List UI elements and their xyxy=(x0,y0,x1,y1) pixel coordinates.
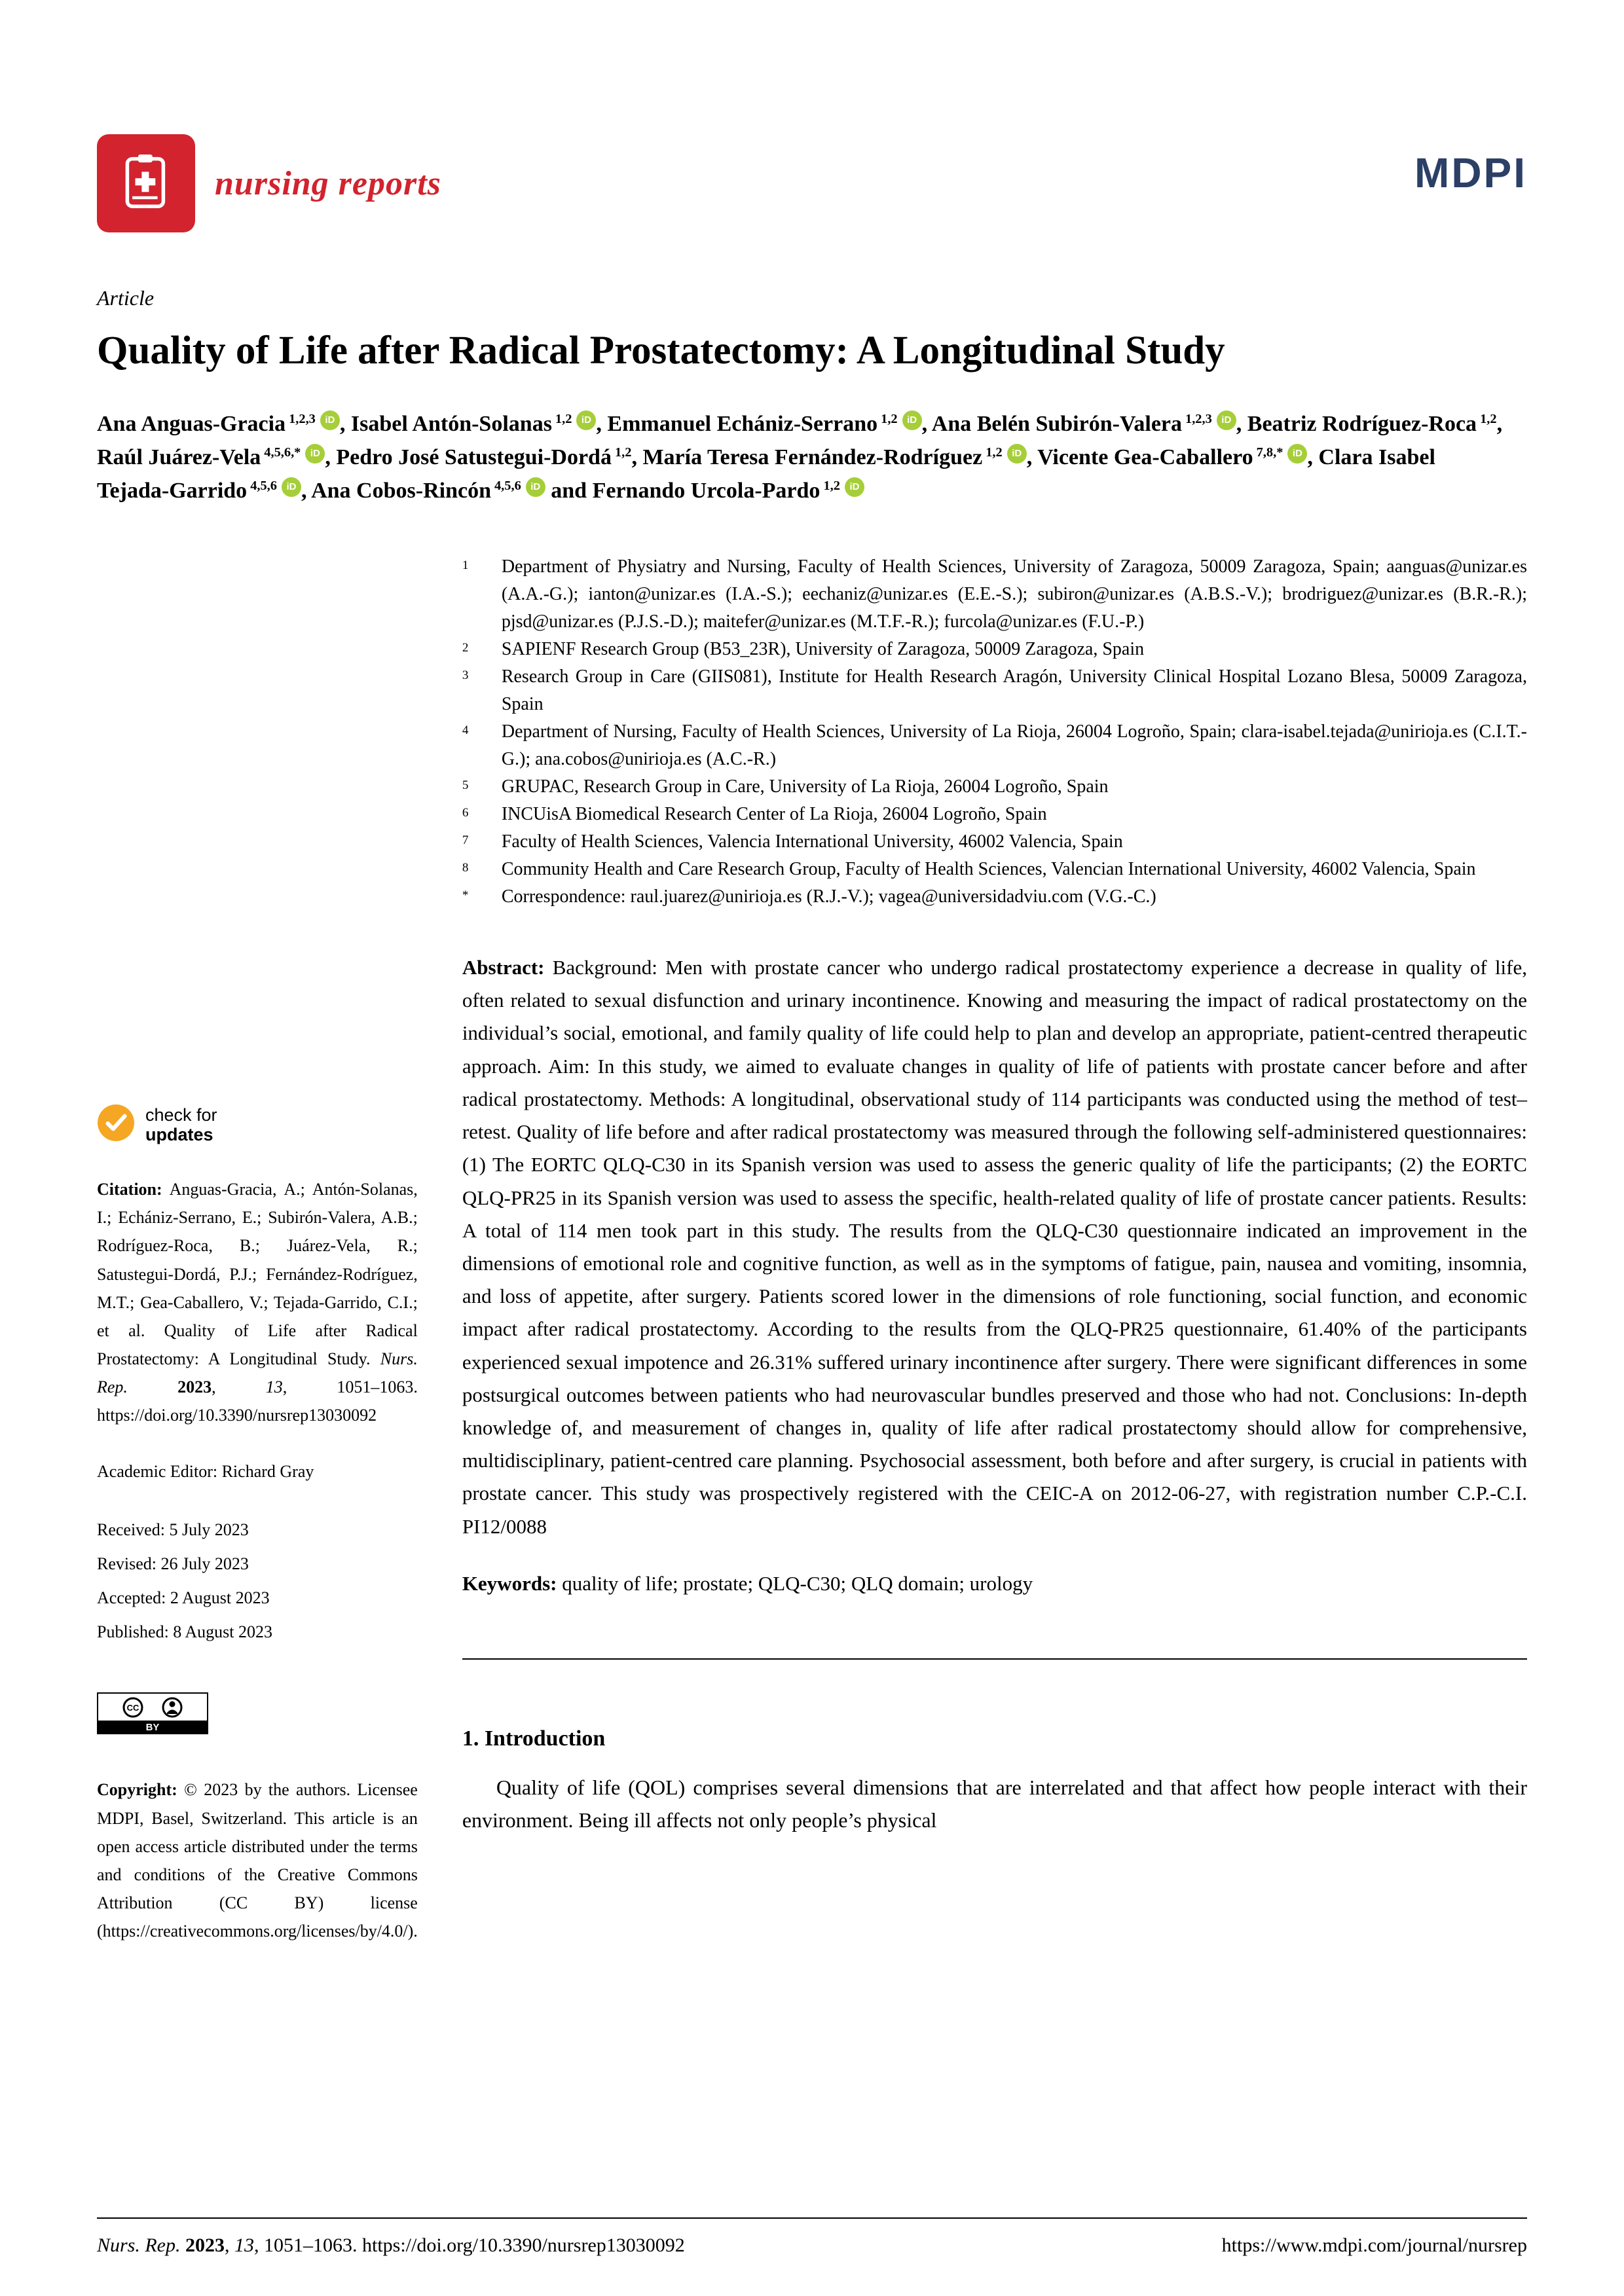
footer-year: 2023 xyxy=(185,2234,225,2256)
introduction-paragraph: Quality of life (QOL) comprises several dimensions that are interrelated and that affect how people interact with their environment. Being ill affects not only people’s physical xyxy=(462,1775,1527,1832)
citation-pages: , 1051–1063. xyxy=(282,1377,418,1397)
footer-journal-url[interactable]: https://www.mdpi.com/journal/nursrep xyxy=(1221,2234,1527,2256)
author-name[interactable]: Beatriz Rodríguez-Roca $^{1,2}$ xyxy=(1247,411,1497,436)
author-name[interactable]: Raúl Juárez-Vela $^{4,5,6,*}$ iD xyxy=(97,445,325,469)
citation-authors: Anguas-Gracia, A.; Antón-Solanas, I.; Echániz-Serrano, E.; Subirón-Valera, A.B.; Rodríguez-Roca, B.; Juárez-Vela, R.; Satustegui-Dordá, P.J.; Fernández-Rodríguez, M.T.; Gea-Caballero, V.; Tejada-Garrido, C.I.; et al. Quality of Life after Radical Prostatectomy: A Longitudinal Study. xyxy=(97,1180,418,1369)
orcid-id-icon[interactable]: iD xyxy=(320,410,340,430)
author-affiliation-sup: 1,2 xyxy=(614,445,632,460)
copyright-block xyxy=(97,1776,418,1945)
affiliation-text: SAPIENF Research Group (B53_23R), University of Zaragoza, 50009 Zaragoza, Spain xyxy=(501,638,1145,659)
check-for-updates-icon xyxy=(97,1104,135,1146)
affiliation-list xyxy=(462,553,1527,911)
author-affiliation-sup: 7,8,* xyxy=(1256,445,1283,460)
keywords-text: quality of life; prostate; QLQ-C30; QLQ domain; urology xyxy=(562,1571,1033,1595)
main-column xyxy=(462,553,1527,1945)
check-for-updates-line1: check for xyxy=(145,1104,217,1125)
orcid-id-icon[interactable]: iD xyxy=(1217,410,1236,430)
author-name[interactable]: Clara Isabel Tejada-Garrido $^{4,5,6}$ iD xyxy=(97,445,1435,503)
page-footer xyxy=(97,2217,1527,2257)
affiliation-marker: 5 xyxy=(462,778,469,792)
abstract-label: Abstract: xyxy=(462,955,545,979)
affiliation-marker: 3 xyxy=(462,668,469,682)
journal-brand[interactable] xyxy=(97,134,441,232)
orcid-id-icon[interactable]: iD xyxy=(1287,444,1307,464)
history-date: Published: 8 August 2023 xyxy=(97,1622,272,1642)
affiliation-text: Research Group in Care (GIIS081), Institute for Health Research Aragón, University Clinical Hospital Lozano Blesa, 50009 Zaragoza, Spain xyxy=(501,666,1527,714)
citation-label: Citation: xyxy=(97,1180,162,1199)
academic-editor: Academic Editor: Richard Gray xyxy=(97,1461,314,1481)
check-for-updates-badge[interactable] xyxy=(97,1104,217,1146)
orcid-id-icon[interactable]: iD xyxy=(1007,444,1027,464)
affiliation-text: Community Health and Care Research Group, Faculty of Health Sciences, Valencian International University, 46002 Valencia, Spain xyxy=(501,858,1476,879)
history-date: Revised: 26 July 2023 xyxy=(97,1554,249,1573)
affiliation-item xyxy=(462,553,1527,636)
content-row xyxy=(97,553,1527,1945)
nursing-reports-logo-icon xyxy=(97,134,195,232)
author-name[interactable]: Isabel Antón-Solanas $^{1,2}$ iD xyxy=(351,412,597,436)
affiliation-text: Department of Physiatry and Nursing, Faculty of Health Sciences, University of Zaragoza, 50009 Zaragoza, Spain; aanguas@unizar.es (A.A.-G.); ianton@unizar.es (I.A.-S.); eechaniz@unizar.es (E.E.-S.); subiron@unizar.es (A.B.S.-V.); brodriguez@unizar.es (B.R.-R.); pjsd@unizar.es (P.J.S.-D.); maitefer@unizar.es (M.T.F.-R.); furcola@unizar.es (F.U.-P.) xyxy=(501,556,1527,632)
svg-text:CC: CC xyxy=(126,1703,139,1713)
affiliation-marker: 1 xyxy=(462,558,469,572)
author-name[interactable]: Fernando Urcola-Pardo $^{1,2}$ iD xyxy=(593,479,864,503)
citation-doi-link[interactable]: https://doi.org/10.3390/nursrep13030092 xyxy=(97,1406,377,1425)
author-name[interactable]: Ana Anguas-Gracia $^{1,2,3}$ iD xyxy=(97,412,340,436)
copyright-text: © 2023 by the authors. Licensee MDPI, Basel, Switzerland. This article is an open access article distributed under the terms and conditions of the Creative Commons Attribution (CC BY) license (https://creativecommons.org/licenses/by/4.0/). xyxy=(97,1780,418,1941)
svg-text:BY: BY xyxy=(145,1722,160,1734)
page-header xyxy=(97,134,1527,232)
abstract xyxy=(462,951,1527,1543)
affiliation-marker: 4 xyxy=(462,723,469,737)
orcid-id-icon[interactable]: iD xyxy=(526,477,545,497)
affiliation-text: Department of Nursing, Faculty of Health Sciences, University of La Rioja, 26004 Logroño, Spain; clara-isabel.tejada@unirioja.es (C.I.T.-G.); ana.cobos@unirioja.es (A.C.-R.) xyxy=(501,721,1527,769)
affiliation-item xyxy=(462,663,1527,718)
author-affiliation-sup: 1,2 xyxy=(823,478,840,493)
affiliation-marker: 6 xyxy=(462,805,469,820)
affiliation-marker: 2 xyxy=(462,640,469,655)
affiliation-item xyxy=(462,773,1527,801)
author-affiliation-sup: 1,2 xyxy=(986,445,1003,460)
affiliation-marker: * xyxy=(462,888,469,902)
author-name[interactable]: Ana Cobos-Rincón $^{4,5,6}$ iD xyxy=(311,479,545,503)
keywords xyxy=(462,1572,1527,1595)
dates-list xyxy=(97,1516,418,1647)
introduction-heading: 1. Introduction xyxy=(462,1726,606,1751)
footer-volume: 13 xyxy=(234,2234,254,2256)
orcid-id-icon[interactable]: iD xyxy=(902,410,922,430)
affiliation-item xyxy=(462,883,1527,911)
author-affiliation-sup: 1,2,3 xyxy=(1185,411,1212,426)
author-name[interactable]: María Teresa Fernández-Rodríguez $^{1,2}$ iD xyxy=(642,445,1026,469)
author-name[interactable]: Ana Belén Subirón-Valera $^{1,2,3}$ iD xyxy=(932,412,1236,436)
journal-name: nursing reports xyxy=(215,164,441,202)
citation-year: 2023 xyxy=(177,1377,212,1397)
author-affiliation-sup: 1,2 xyxy=(881,411,898,426)
affiliation-text: Faculty of Health Sciences, Valencia International University, 46002 Valencia, Spain xyxy=(501,831,1123,852)
affiliation-item xyxy=(462,828,1527,856)
keywords-label: Keywords: xyxy=(462,1571,557,1595)
affiliation-item xyxy=(462,801,1527,828)
author-list: Ana Anguas-Gracia $^{1,2,3}$ iD , Isabel Antón-Solanas $^{1,2}$ iD , Emmanuel Echániz-Serrano $^{1,2}$ iD , Ana Belén Subirón-Valera $^{1,2,3}$ iD , Beatriz Rodríguez-Roca $^{1,2}$, Raúl Juárez-Vela $^{4,5,6,*}$ iD , Pedro José Satustegui-Dordá $^{1,2}$, María Teresa Fernández-Rodríguez $^{1,2}$ iD , Vicente Gea-Caballero $^{7,8,*}$ iD , Clara Isabel Tejada-Garrido $^{4,5,6}$ iD , Ana Cobos-Rincón $^{4,5,6}$ iD and Fernando Urcola-Pardo $^{1,2}$ iD xyxy=(97,411,1503,503)
citation-journal: Nurs. Rep. xyxy=(97,1349,418,1397)
citation-sep: , xyxy=(212,1377,266,1397)
affiliation-marker: 8 xyxy=(462,860,469,875)
orcid-id-icon[interactable]: iD xyxy=(845,477,864,497)
author-affiliation-sup: 1,2,3 xyxy=(289,411,316,426)
footer-journal-abbrev: Nurs. Rep. xyxy=(97,2234,181,2256)
article-title: Quality of Life after Radical Prostatectomy: A Longitudinal Study xyxy=(97,329,1225,373)
author-affiliation-sup: 4,5,6,* xyxy=(264,445,301,460)
footer-sep: , xyxy=(225,2234,234,2256)
mdpi-logo[interactable]: MDPI xyxy=(1414,149,1527,196)
history-date: Accepted: 2 August 2023 xyxy=(97,1588,270,1607)
copyright-label: Copyright: xyxy=(97,1780,177,1800)
affiliation-item xyxy=(462,636,1527,663)
affiliation-text: INCUisA Biomedical Research Center of La Rioja, 26004 Logroño, Spain xyxy=(501,803,1047,824)
article-type-label: Article xyxy=(97,286,155,310)
author-name[interactable]: Emmanuel Echániz-Serrano $^{1,2}$ iD xyxy=(607,412,921,436)
orcid-id-icon[interactable]: iD xyxy=(305,444,325,464)
check-for-updates-line2: updates xyxy=(145,1125,213,1145)
orcid-id-icon[interactable]: iD xyxy=(282,477,301,497)
affiliation-text: Correspondence: raul.juarez@unirioja.es (R.J.-V.); vagea@universidadviu.com (V.G.-C.) xyxy=(501,886,1156,907)
section-divider xyxy=(462,1658,1527,1660)
abstract-text: Background: Men with prostate cancer who undergo radical prostatectomy experience a decrease in quality of life, often related to sexual disfunction and urinary incontinence. Knowing and measuring the impact of radical prostatectomy on the individual’s social, emotional, and family quality of life could help to plan and develop an appropriate, patient-centred therapeutic approach. Aim: In this study, we aimed to evaluate changes in quality of life of patients with prostate cancer before and after radical prostatectomy. Methods: A longitudinal, observational study of 114 participants was conducted using the method of test–retest. Quality of life before and after radical prostatectomy was measured through the following self-administered questionnaires: (1) The EORTC QLQ-C30 in its Spanish version was used to assess the generic quality of life the participants; (2) the EORTC QLQ-PR25 in its Spanish version was used to assess the specific, health-related quality of life of prostate cancer patients. Results: A total of 114 men took part in this study. The results from the QLQ-C30 questionnaire indicated an improvement in the dimensions of emotional role and cognitive function, as well as in the symptoms of fatigue, pain, nausea and vomiting, insomnia, and loss of appetite, after surgery. Patients scored lower in the dimensions of role functioning, social function, and economic impact after radical prostatectomy. According to the results from the QLQ-PR25 questionnaire, 61.40% of the participants experienced sexual impotence and 26.31% suffered urinary incontinence after surgery. There were significant differences in some postsurgical outcomes between patients who had neurovascular bundles preserved and those who had not. Conclusions: In-depth knowledge of, and measurement of changes in, quality of life after radical prostatectomy should allow for comprehensive, multidisciplinary, patient-centred care planning. Psychosocial assessment, both before and after surgery, is crucial in patients with prostate cancer. This study was prospectively registered with the CEIC-A on 2012-06-27, with registration number C.P.-C.I. PI12/0088 xyxy=(462,955,1528,1538)
affiliation-marker: 7 xyxy=(462,833,469,847)
affiliation-text: GRUPAC, Research Group in Care, University of La Rioja, 26004 Logroño, Spain xyxy=(501,776,1109,797)
sidebar xyxy=(97,1104,418,1945)
footer-citation xyxy=(97,2234,685,2257)
orcid-id-icon[interactable]: iD xyxy=(576,410,596,430)
cc-by-license-icon[interactable] xyxy=(97,1692,208,1743)
author-affiliation-sup: 1,2 xyxy=(555,411,572,426)
footer-pages-doi[interactable]: , 1051–1063. https://doi.org/10.3390/nursrep13030092 xyxy=(254,2234,685,2256)
citation-volume: 13 xyxy=(265,1377,283,1397)
author-name[interactable]: Vicente Gea-Caballero $^{7,8,*}$ iD xyxy=(1037,445,1307,469)
history-date: Received: 5 July 2023 xyxy=(97,1520,249,1539)
author-affiliation-sup: 4,5,6 xyxy=(250,478,277,493)
affiliation-item xyxy=(462,718,1527,773)
check-for-updates-label xyxy=(145,1105,217,1144)
affiliation-item xyxy=(462,856,1527,883)
citation-block xyxy=(97,1175,418,1429)
author-affiliation-sup: 1,2 xyxy=(1480,411,1497,426)
author-name[interactable]: Pedro José Satustegui-Dordá $^{1,2}$ xyxy=(336,445,632,469)
author-affiliation-sup: 4,5,6 xyxy=(494,478,521,493)
